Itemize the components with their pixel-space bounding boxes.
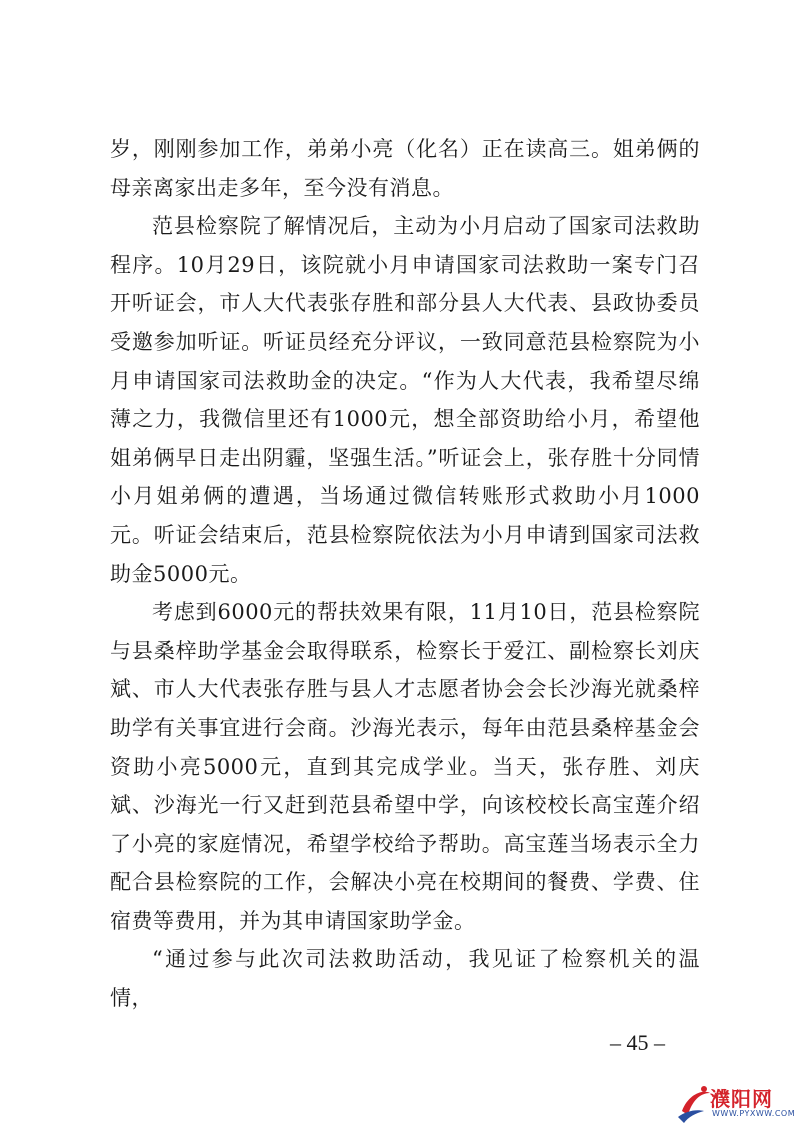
pyxww-logo-icon (674, 1081, 714, 1125)
watermark-site-name: 濮阳网 (710, 1087, 773, 1111)
paragraph-quote-start: “通过参与此次司法救助活动，我见证了检察机关的温情， (110, 947, 700, 1011)
paragraph-hearing: 范县检察院了解情况后，主动为小月启动了国家司法救助程序。10月29日，该院就小月申请国家司法救助一案专门召开听证会，市人大代表张存胜和部分县人大代表、县政协委员受邀参加听证。听证员经充分评议，一致同意范县检察院为小月申请国家司法救助金的决定。“作为人大代表，我希望尽绵薄之力，我微信里还有1000元，想全部资助给小月，希望他姐弟俩早日走出阴霾，坚强生活。”听证会上，张存胜十分同情小月姐弟俩的遭遇，当场通过微信转账形式救助小月1000元。听证会结束后，范县检察院依法为小月申请到国家司法救助金5000元。 (110, 214, 700, 586)
page-number: – 45 – (610, 1030, 665, 1055)
watermark-url: WWW.PYXWW.COM (712, 1109, 796, 1118)
paragraph-scholarship: 考虑到6000元的帮扶效果有限，11月10日，范县检察院与县桑梓助学基金会取得联系，检察长于爱江、副检察长刘庆斌、市人大代表张存胜与县人才志愿者协会会长沙海光就桑梓助学有关事宜进行会商。沙海光表示，每年由范县桑梓基金会资助小亮5000元，直到其完成学业。当天，张存胜、刘庆斌、沙海光一行又赶到范县希望中学，向该校校长高宝莲介绍了小亮的家庭情况，希望学校给予帮助。高宝莲当场表示全力配合县检察院的工作，会解决小亮在校期间的餐费、学费、住宿费等费用，并为其申请国家助学金。 (110, 600, 700, 933)
paragraph-continuation: 岁，刚刚参加工作，弟弟小亮（化名）正在读高三。姐弟俩的母亲离家出走多年，至今没有消息。 (110, 137, 700, 200)
body-text (110, 130, 700, 1018)
site-watermark (674, 1081, 794, 1125)
